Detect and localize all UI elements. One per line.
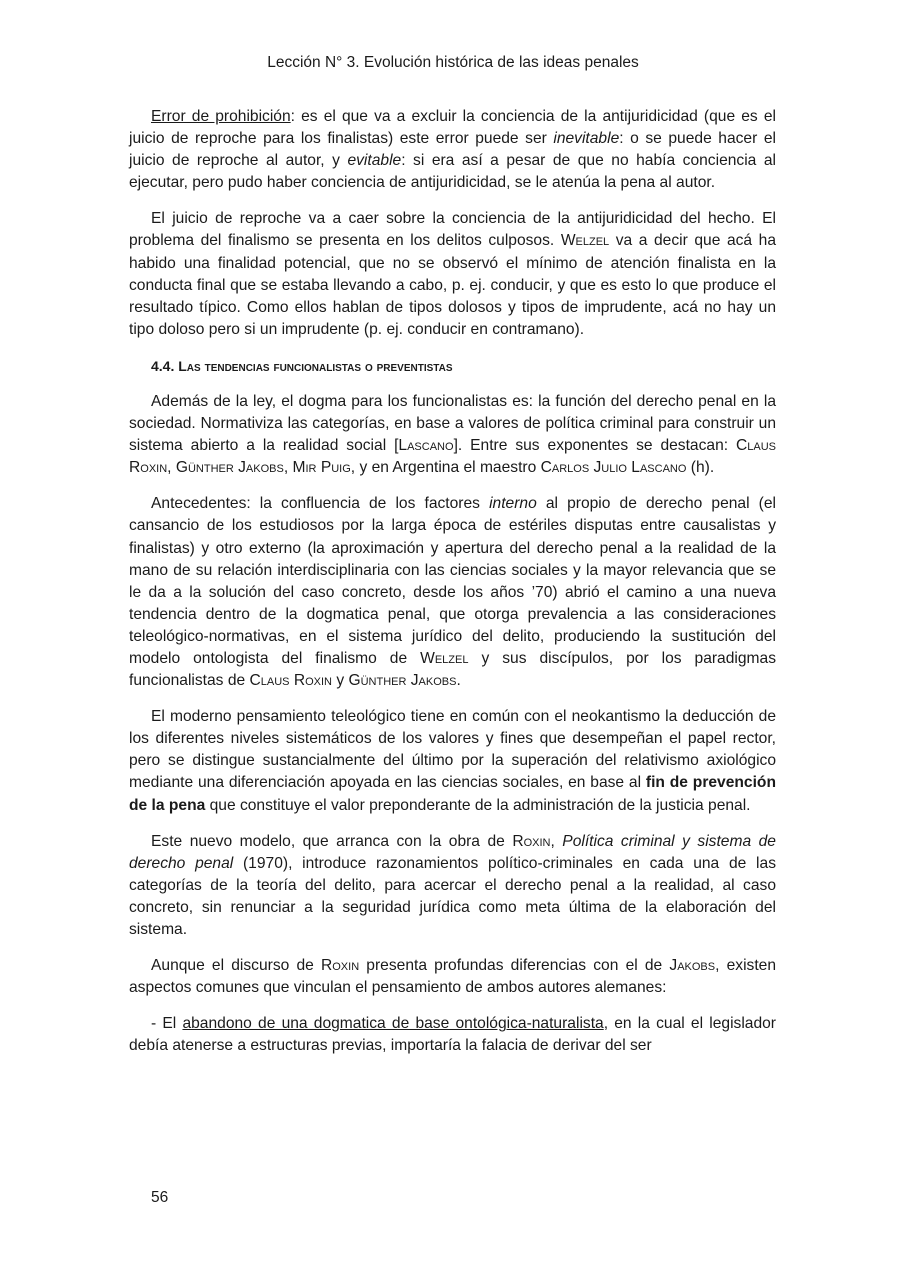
bold-term: fin de prevención de la pena [129,774,776,814]
italic-term: evitable [347,152,402,170]
paragraph-roxin-jakobs: Aunque el discurso de Roxin presenta profundas diferencias con el de Jakobs, existen aspectos comunes que vinculan el pensamiento de ambos autores alemanes: [129,957,777,997]
term-underlined: Error de prohibición [151,108,291,125]
body-text [129,106,776,1057]
author-name: Mir Puig [292,459,351,477]
section-heading [151,355,776,377]
paragraph-juicio-reproche: El juicio de reproche va a caer sobre la conciencia de la antijuridicidad del hecho. El problema del finalismo se presenta en los delitos culposos. Welzel va a decir que acá ha habido una finalidad potencial, que no se observó el mínimo de atención finalista en la conducta final que se estaba llevando a cabo, p. ej. conducir, y que es esto lo que produce el resultado típico. Como ellos hablan de tipos dolosos y tipos de imprudente, acá no hay un tipo doloso pero si un imprudente (p. ej. conducir en contramano). [129,210,776,338]
book-title: Política criminal y sistema de derecho penal [129,832,776,872]
italic-term: inevitable [553,130,620,148]
running-header: Lección N° 3. Evolución histórica de las ideas penales [267,54,639,71]
author-name: Carlos Julio Lascano [540,459,687,477]
author-name: Claus Roxin [249,672,332,690]
author-name: Günther Jakobs [348,672,457,690]
author-name: Jakobs [669,957,716,975]
paragraph-pensamiento-teleologico: El moderno pensamiento teleológico tiene en común con el neokantismo la deducción de los diferentes niveles sistemáticos de los valores y fines que desempeñan el papel rector, pero se distingue sustancialmente del último por la superación del relativismo axiológico mediante una diferenciación apoyada en las ciencias sociales, en base al fin de prevención de la pena que constituye el valor preponderante de la administración de la justicia penal. [129,708,776,814]
author-name: Claus Roxin [129,437,776,477]
author-name: Roxin [320,957,360,975]
term-underlined: abandono de una dogmatica de base ontológica-naturalista [182,1015,604,1033]
paragraph-error-prohibicion: Error de prohibición: es el que va a excluir la conciencia de la antijuridicidad (que es el juicio de reproche para los finalistas) este error puede ser inevitable: o se puede hacer el juicio de reproche al autor, y evitable: si era así a pesar de que no había conciencia al ejecutar, pero pudo haber conciencia de antijuridicidad, se le atenúa la pena al autor. [129,108,776,192]
section-title: Las tendencias funcionalistas o preventistas [178,357,453,374]
paragraph-nuevo-modelo: Este nuevo modelo, que arranca con la obra de Roxin, Política criminal y sistema de derecho penal (1970), introduce razonamientos político-criminales en cada una de las categorías de la teoría del delito, para acercar el derecho penal a la realidad, al caso concreto, sin renunciar a la seguridad jurídica como meta última de la elaboración del sistema. [129,832,776,938]
section-number: 4.4. [151,357,179,374]
author-name: Welzel [560,232,610,250]
paragraph-funcionalistas: Además de la ley, el dogma para los funcionalistas es: la función del derecho penal en la sociedad. Normativiza las categorías, en base a valores de política criminal para construir un sistema abierto a la realidad social [Lascano]. Entre sus exponentes se destacan: Claus Roxin, Günther Jakobs, Mir Puig, y en Argentina el maestro Carlos Julio Lascano (h). [129,392,776,477]
author-name: Welzel [420,649,469,667]
paragraph-antecedentes: Antecedentes: la confluencia de los factores interno al propio de derecho penal (el cansancio de los estudiosos por la larga época de estériles disputas entre causalistas y finalistas) y otro externo (la aproximación y apertura del derecho penal a la realidad de la mano de su relación interdisciplinaria con las ciencias sociales y la mayor relevancia que se le da a la solución del caso concreto, desde los años ’70) abrió el camino a una nueva tendencia dentro de la dogmatica penal, que otorga prevalencia a las consideraciones teleológico-normativas, en el sistema jurídico del delito, produciendo la sustitución del modelo ontologista del finalismo de Welzel y sus discípulos, por los paradigmas funcionalistas de Claus Roxin y Günther Jakobs. [129,495,777,690]
author-name: Günther Jakobs [175,459,284,477]
italic-term: interno [489,495,537,513]
page-number: 56 [151,1189,169,1206]
author-name: Lascano [398,437,454,455]
paragraph-abandono-dogmatica: - El abandono de una dogmatica de base ontológica-naturalista, en la cual el legislador debía atenerse a estructuras previas, importaría la falacia de derivar del ser [129,1015,776,1055]
author-name: Roxin [512,832,551,850]
